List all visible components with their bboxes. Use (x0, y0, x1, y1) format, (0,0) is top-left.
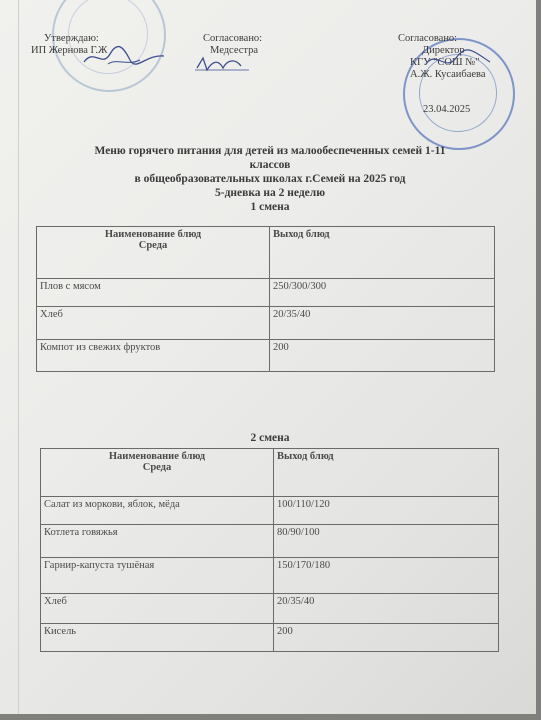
table-row (37, 279, 495, 307)
agreed1-label: Согласовано: (203, 33, 263, 44)
title-line4: 5-дневка на 2 неделю (214, 187, 326, 199)
table-row (37, 340, 495, 372)
table-row (41, 497, 499, 525)
agreed2-role: Директор (422, 45, 465, 56)
agreed2-label: Согласовано: (398, 33, 458, 44)
approve-label: Утверждаю: (44, 33, 99, 44)
signature-nurse (193, 52, 253, 74)
shift2-col-name (41, 449, 274, 497)
dish-output: 80/90/100 (274, 525, 499, 558)
table-row (41, 624, 499, 652)
dish-output: 250/300/300 (270, 279, 495, 307)
col-day-label: Среда (142, 462, 172, 473)
dish-name: Хлеб (41, 594, 274, 624)
table-row (41, 525, 499, 558)
table-row (37, 307, 495, 340)
agreed2-org: КГУ "СОШ №" (410, 57, 480, 68)
table-row (41, 558, 499, 594)
dish-name: Гарнир-капуста тушёная (41, 558, 274, 594)
dish-name: Кисель (41, 624, 274, 652)
dish-name: Хлеб (37, 307, 270, 340)
col-name-label: Наименование блюд (108, 451, 206, 462)
shift2-heading: 2 смена (250, 432, 290, 444)
shift1-col-name (37, 227, 270, 279)
dish-output: 20/35/40 (274, 594, 499, 624)
shift2-col-output: Выход блюд (274, 449, 499, 497)
dish-name: Плов с мясом (37, 279, 270, 307)
shift2-table (40, 448, 499, 652)
dish-name: Котлета говяжья (41, 525, 274, 558)
agreed2-date: 23.04.2025 (423, 104, 471, 115)
shift1-col-output: Выход блюд (270, 227, 495, 279)
agreed1-role: Медсестра (210, 45, 259, 56)
dish-output: 20/35/40 (270, 307, 495, 340)
col-name-label: Наименование блюд (104, 229, 202, 240)
dish-output: 200 (270, 340, 495, 372)
agreed2-name: А.Ж. Кусаибаева (410, 69, 486, 80)
signature-left (80, 44, 170, 70)
signature-director (420, 44, 500, 78)
title-line1: Меню горячего питания для детей из малообеспеченных семей 1-11 (94, 145, 446, 157)
approve-name: ИП Жернова Г.Ж (31, 45, 108, 56)
shift2-header-row (41, 449, 499, 497)
dish-output: 100/110/120 (274, 497, 499, 525)
shift1-heading: 1 смена (250, 201, 290, 213)
col-day-label: Среда (138, 240, 168, 251)
table-row (41, 594, 499, 624)
dish-output: 150/170/180 (274, 558, 499, 594)
title-line3: в общеобразовательных школах г.Семей на 2025 год (134, 173, 406, 185)
shift1-header-row (37, 227, 495, 279)
page-fold-line (18, 0, 19, 714)
shift1-table (36, 226, 495, 372)
title-line2: классов (249, 159, 291, 171)
dish-output: 200 (274, 624, 499, 652)
dish-name: Салат из моркови, яблок, мёда (41, 497, 274, 525)
dish-name: Компот из свежих фруктов (37, 340, 270, 372)
